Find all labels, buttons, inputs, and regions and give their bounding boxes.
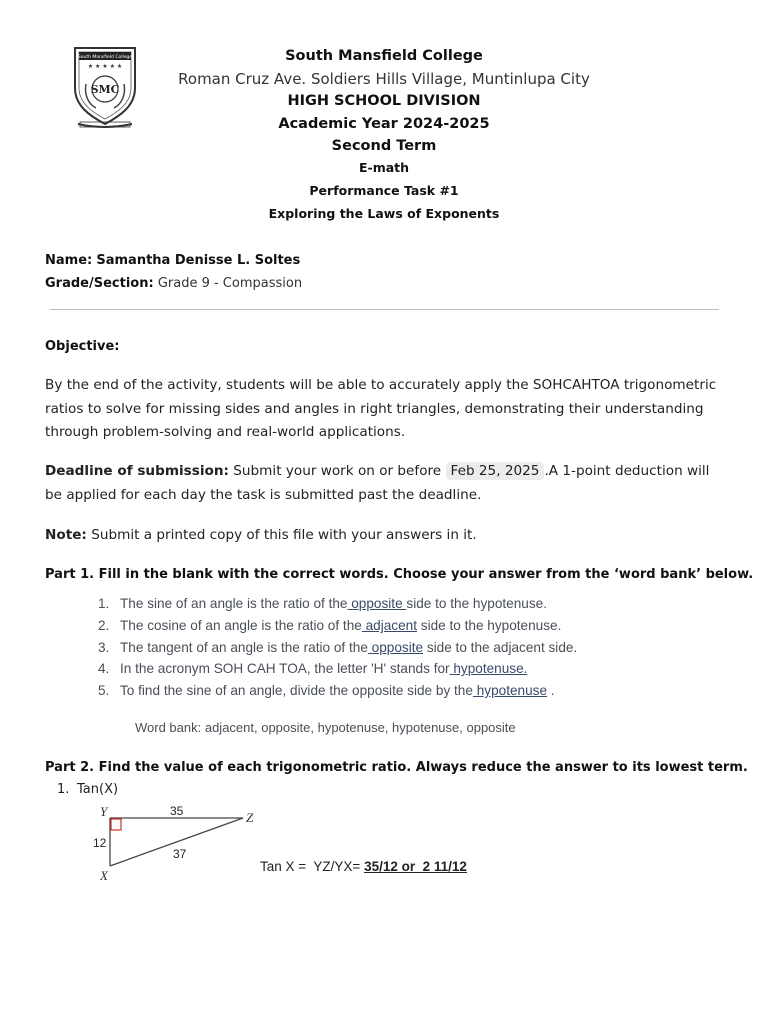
student-name-line: [45, 253, 300, 268]
horizontal-divider: [50, 309, 719, 310]
note-label: Note:: [45, 527, 87, 543]
grade-section-line: [45, 276, 302, 291]
name-label: Name:: [45, 253, 93, 268]
side-xz-label: 37: [173, 847, 187, 861]
svg-text:★ ★ ★ ★ ★: ★ ★ ★ ★ ★: [87, 63, 123, 70]
subject: E-math: [358, 160, 410, 175]
side-xy-label: 12: [93, 836, 107, 850]
grade-label: Grade/Section:: [45, 276, 154, 291]
academic-year: Academic Year 2024-2025: [278, 116, 490, 132]
tan-answer-prefix: Tan X = YZ/YX=: [260, 859, 365, 874]
vertex-y-label: Y: [100, 804, 108, 819]
objective-label: Objective:: [45, 339, 120, 354]
school-address: Roman Cruz Ave. Soldiers Hills Village, Muntinlupa City: [178, 70, 590, 88]
student-name: Samantha Denisse L. Soltes: [96, 253, 301, 268]
term: Second Term: [331, 138, 437, 154]
part1-heading: Part 1. Fill in the blank with the correct words. Choose your answer from the ‘word bank’ below.: [45, 567, 754, 582]
deadline-date-chip[interactable]: Feb 25, 2025: [446, 462, 545, 480]
tan-answer-line: [260, 859, 467, 874]
answer-blank[interactable]: opposite: [347, 596, 407, 611]
answer-blank[interactable]: hypotenuse.: [449, 661, 528, 676]
grade-section: Grade 9 - Compassion: [157, 276, 303, 291]
vertex-z-label: Z: [246, 810, 254, 825]
right-angle-marker: [111, 819, 121, 830]
right-triangle-diagram: [88, 800, 268, 885]
deadline-pre: Submit your work on or before: [233, 463, 442, 479]
deadline-post: .A 1-point deduction will be applied for each day the task is submitted past the deadline.: [45, 463, 710, 503]
part2-heading: Part 2. Find the value of each trigonometric ratio. Always reduce the answer to its lowest term.: [45, 760, 748, 775]
vertex-x-label: X: [100, 868, 108, 883]
part1-item-2: 2. The cosine of an angle is the ratio of the adjacent side to the hypotenuse.: [98, 618, 562, 633]
objective-text: By the end of the activity, students will be able to accurately apply the SOHCAHTOA trigonometric ratios to solve for missing sides and angles in right triangles, demonstrating their understanding through problem-solving and real-world applications.: [45, 377, 717, 440]
note-text: Submit a printed copy of this file with your answers in it.: [91, 527, 477, 543]
deadline-paragraph: [45, 460, 725, 507]
performance-task: Performance Task #1: [309, 183, 459, 198]
seal-text: South Mansfield College: [77, 55, 133, 60]
part2-question-1: 1. Tan(X): [57, 782, 119, 797]
seal-initials: SMC: [90, 83, 120, 96]
part1-item-3: 3. The tangent of an angle is the ratio of the opposite side to the adjacent side.: [98, 640, 578, 655]
part1-item-5: 5. To find the sine of an angle, divide the opposite side by the hypotenuse .: [98, 683, 555, 698]
answer-blank[interactable]: adjacent: [361, 618, 417, 633]
part1-item-1: 1. The sine of an angle is the ratio of the opposite side to the hypotenuse.: [98, 596, 547, 611]
side-yz-label: 35: [170, 804, 184, 818]
answer-blank[interactable]: hypotenuse: [472, 683, 548, 698]
part1-item-4: 4. In the acronym SOH CAH TOA, the letter 'H' stands for hypotenuse.: [98, 661, 528, 676]
school-name: South Mansfield College: [285, 48, 483, 64]
word-bank: Word bank: adjacent, opposite, hypotenuse, hypotenuse, opposite: [135, 720, 516, 735]
note-paragraph: [45, 524, 477, 548]
question-label: Tan(X): [77, 782, 119, 797]
division: HIGH SCHOOL DIVISION: [287, 93, 481, 109]
deadline-label: Deadline of submission:: [45, 463, 229, 479]
answer-blank[interactable]: opposite: [367, 640, 424, 655]
tan-answer-value[interactable]: 35/12 or 2 11/12: [364, 859, 467, 874]
task-title: Exploring the Laws of Exponents: [268, 206, 500, 221]
